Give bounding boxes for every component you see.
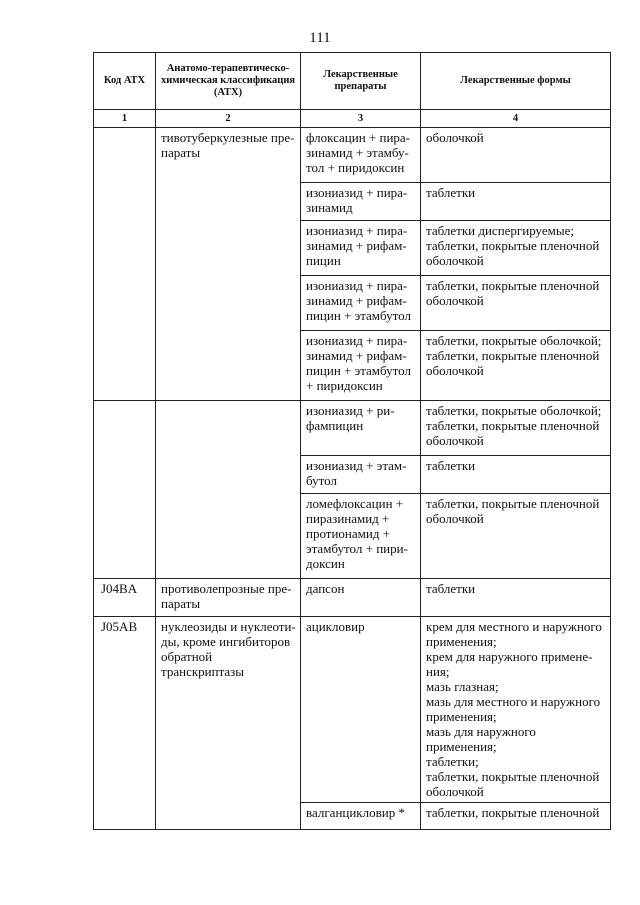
dosage-form-cell: таблетки, покрытые пленочной оболочкой xyxy=(421,276,611,331)
atc-code-cell xyxy=(94,401,156,579)
classification-cell: противолепрозные пре- параты xyxy=(156,579,301,617)
atc-code-cell xyxy=(94,128,156,401)
page-number: 111 xyxy=(309,30,331,46)
drug-cell: изониазид + пира- зинамид xyxy=(301,183,421,221)
dosage-form-cell: крем для местного и наружного применения; крем для наружного примене- ния; мазь глазная; мазь для местного и наружного применения; мазь для наружного применения; таблетки; таблетки, покрытые пленочной оболочкой xyxy=(421,617,611,803)
table-row xyxy=(94,617,611,803)
dosage-form-cell: оболочкой xyxy=(421,128,611,183)
drug-cell: изониазид + пира- зинамид + рифам- пицин + этамбутол xyxy=(301,276,421,331)
drug-cell: ацикловир xyxy=(301,617,421,803)
column-number: 2 xyxy=(156,110,301,128)
classification-cell xyxy=(156,401,301,579)
drug-cell: ломефлоксацин + пиразинамид + протионамид + этамбутол + пири- доксин xyxy=(301,494,421,579)
header-drugs: Лекарственные препараты xyxy=(301,53,421,110)
dosage-form-cell: таблетки, покрытые оболочкой; таблетки, покрытые пленочной оболочкой xyxy=(421,401,611,456)
classification-cell: тивотуберкулезные пре- параты xyxy=(156,128,301,401)
table-row xyxy=(94,401,611,456)
header-classification: Анатомо-терапевтическо-химическая классификация (АТХ) xyxy=(156,53,301,110)
column-number: 1 xyxy=(94,110,156,128)
drug-cell: изониазид + пира- зинамид + рифам- пицин xyxy=(301,221,421,276)
table-header-row xyxy=(94,53,611,110)
drug-cell: изониазид + этам- бутол xyxy=(301,456,421,494)
dosage-form-cell: таблетки xyxy=(421,579,611,617)
table-row xyxy=(94,128,611,183)
atc-code-cell: J04BA xyxy=(94,579,156,617)
dosage-form-cell: таблетки, покрытые пленочной xyxy=(421,803,611,830)
classification-cell: нуклеозиды и нуклеоти- ды, кроме ингибиторов обратной транскриптазы xyxy=(156,617,301,830)
drug-cell: изониазид + пира- зинамид + рифам- пицин + этамбутол + пиридоксин xyxy=(301,331,421,401)
drug-cell: изониазид + ри- фампицин xyxy=(301,401,421,456)
drug-cell: валганцикловир * xyxy=(301,803,421,830)
header-atc-code: Код АТХ xyxy=(94,53,156,110)
dosage-form-cell: таблетки диспергируемые; таблетки, покрытые пленочной оболочкой xyxy=(421,221,611,276)
header-dosage-forms: Лекарственные формы xyxy=(421,53,611,110)
atc-drug-table xyxy=(93,52,611,830)
column-number: 4 xyxy=(421,110,611,128)
table-body xyxy=(94,128,611,830)
drug-cell: флоксацин + пира- зинамид + этамбу- тол + пиридоксин xyxy=(301,128,421,183)
dosage-form-cell: таблетки xyxy=(421,183,611,221)
column-number: 3 xyxy=(301,110,421,128)
dosage-form-cell: таблетки, покрытые оболочкой; таблетки, покрытые пленочной оболочкой xyxy=(421,331,611,401)
dosage-form-cell: таблетки xyxy=(421,456,611,494)
atc-code-cell: J05AB xyxy=(94,617,156,830)
column-number-row xyxy=(94,110,611,128)
drug-cell: дапсон xyxy=(301,579,421,617)
table-row xyxy=(94,579,611,617)
dosage-form-cell: таблетки, покрытые пленочной оболочкой xyxy=(421,494,611,579)
